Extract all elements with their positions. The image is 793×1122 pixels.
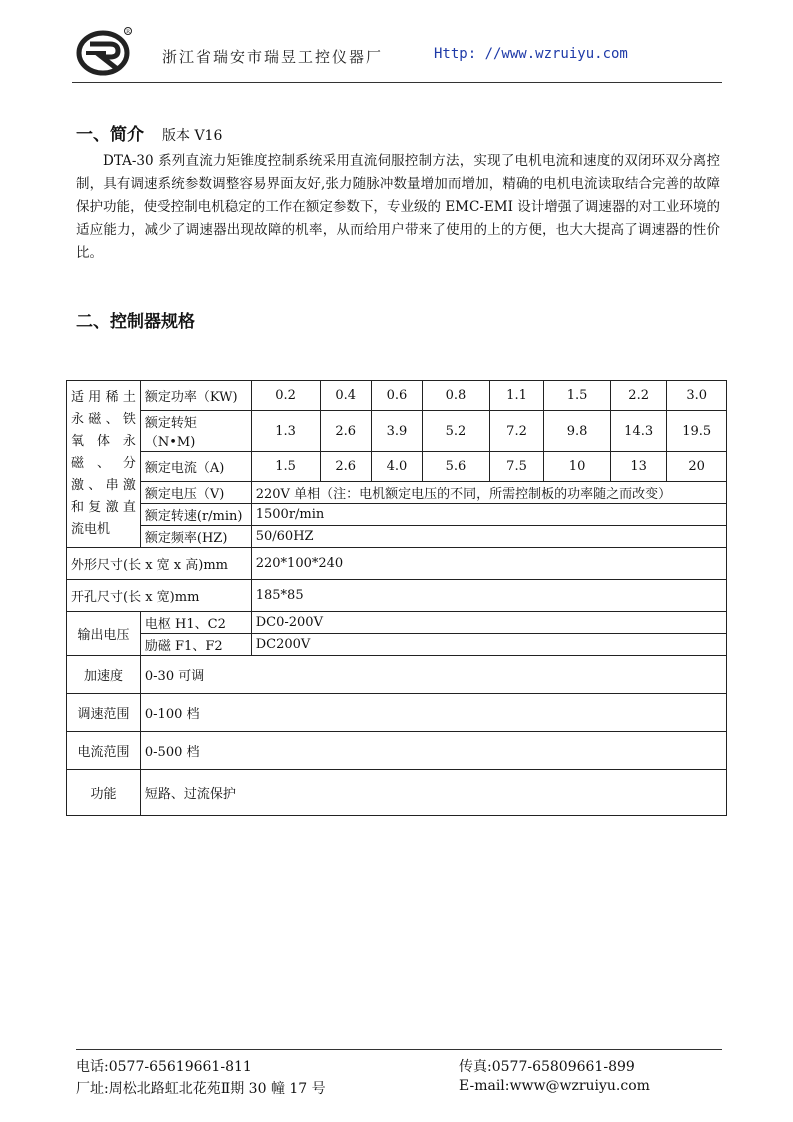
accel-label: 加速度: [67, 656, 141, 694]
current-range-label: 电流范围: [67, 732, 141, 770]
current-label: 额定电流（A): [140, 452, 251, 482]
footer-phone: 电话:0577-65619661-811: [76, 1059, 252, 1075]
armature-row: [67, 612, 727, 634]
freq-row: [67, 526, 727, 548]
footer-row-address: [76, 1072, 722, 1097]
power-value: 0.6: [371, 381, 422, 411]
dims-value: 220*100*240: [251, 548, 726, 580]
output-label: 输出电压: [67, 612, 141, 656]
current-value: 4.0: [371, 452, 422, 482]
power-value: 3.0: [667, 381, 727, 411]
spec-table: [66, 380, 727, 816]
power-row: [67, 381, 727, 411]
armature-label: 电枢 H1、C2: [140, 612, 251, 634]
function-value: 短路、过流保护: [140, 770, 726, 816]
speed-value: 1500r/min: [251, 504, 726, 526]
current-value: 13: [610, 452, 666, 482]
voltage-row: [67, 482, 727, 504]
section-spec-heading: 二、控制器规格: [76, 312, 195, 332]
function-label: 功能: [67, 770, 141, 816]
power-value: 2.2: [610, 381, 666, 411]
svg-text:R: R: [126, 29, 130, 35]
current-row: [67, 452, 727, 482]
speed-range-value: 0-100 档: [140, 694, 726, 732]
accel-value: 0-30 可调: [140, 656, 726, 694]
page-footer: [76, 1049, 722, 1097]
voltage-label: 额定电压（V): [140, 482, 251, 504]
freq-label: 额定频率(HZ): [140, 526, 251, 548]
torque-value: 9.8: [544, 411, 611, 452]
current-value: 7.5: [489, 452, 543, 482]
hole-value: 185*85: [251, 580, 726, 612]
torque-value: 5.2: [423, 411, 490, 452]
company-logo-icon: [76, 26, 132, 76]
torque-label: 额定转矩（N•M): [140, 411, 251, 452]
torque-value: 2.6: [320, 411, 371, 452]
motor-category: 适用稀土永磁、铁氧体永磁、分激、串激和复激直流电机: [67, 381, 141, 548]
speed-label: 额定转速(r/min): [140, 504, 251, 526]
speed-range-row: [67, 694, 727, 732]
torque-value: 7.2: [489, 411, 543, 452]
footer-address: 厂址:周松北路虹北花苑Ⅱ期 30 幢 17 号: [76, 1081, 326, 1097]
version-label: 版本 V16: [162, 128, 223, 144]
speed-range-label: 调速范围: [67, 694, 141, 732]
current-value: 1.5: [251, 452, 320, 482]
current-value: 2.6: [320, 452, 371, 482]
page-header: [72, 22, 722, 83]
section-intro-heading: [76, 120, 222, 145]
power-label: 额定功率（KW): [140, 381, 251, 411]
freq-value: 50/60HZ: [251, 526, 726, 548]
section-intro-title: 一、简介: [76, 125, 144, 145]
power-value: 1.5: [544, 381, 611, 411]
current-value: 10: [544, 452, 611, 482]
torque-row: [67, 411, 727, 452]
company-name: 浙江省瑞安市瑞昱工控仪器厂: [162, 48, 384, 66]
current-value: 5.6: [423, 452, 490, 482]
power-value: 1.1: [489, 381, 543, 411]
hole-row: [67, 580, 727, 612]
dims-row: [67, 548, 727, 580]
voltage-value: 220V 单相（注：电机额定电压的不同，所需控制板的功率随之而改变）: [251, 482, 726, 504]
current-range-row: [67, 732, 727, 770]
torque-value: 3.9: [371, 411, 422, 452]
current-value: 20: [667, 452, 727, 482]
power-value: 0.4: [320, 381, 371, 411]
footer-email[interactable]: E-mail:www@wzruiyu.com: [459, 1078, 650, 1094]
footer-fax: 传真:0577-65809661-899: [459, 1059, 635, 1075]
hole-label: 开孔尺寸(长 x 宽)mm: [67, 580, 252, 612]
torque-value: 14.3: [610, 411, 666, 452]
company-url[interactable]: Http: //www.wzruiyu.com: [434, 46, 628, 62]
dims-label: 外形尺寸(长 x 宽 x 高)mm: [67, 548, 252, 580]
torque-value: 1.3: [251, 411, 320, 452]
speed-row: [67, 504, 727, 526]
accel-row: [67, 656, 727, 694]
intro-paragraph: DTA-30 系列直流力矩锥度控制系统采用直流伺服控制方法，实现了电机电流和速度的双闭环双分离控制，具有调速系统参数调整容易界面友好,张力随脉冲数量增加而增加，精确的电机电流读取结合完善的故障保护功能，使受控制电机稳定的工作在额定参数下，专业级的 EMC-EMI 设计增强了调速器的对工业环境的适应能力，减少了调速器出现故障的机率，从而给用户带来了使用的上的方便，也大大提高了调速器的性价比。: [76, 153, 720, 261]
field-row: [67, 634, 727, 656]
power-value: 0.2: [251, 381, 320, 411]
power-value: 0.8: [423, 381, 490, 411]
current-range-value: 0-500 档: [140, 732, 726, 770]
armature-value: DC0-200V: [251, 612, 726, 634]
function-row: [67, 770, 727, 816]
field-label: 励磁 F1、F2: [140, 634, 251, 656]
torque-value: 19.5: [667, 411, 727, 452]
footer-row-contact: [76, 1050, 722, 1075]
field-value: DC200V: [251, 634, 726, 656]
